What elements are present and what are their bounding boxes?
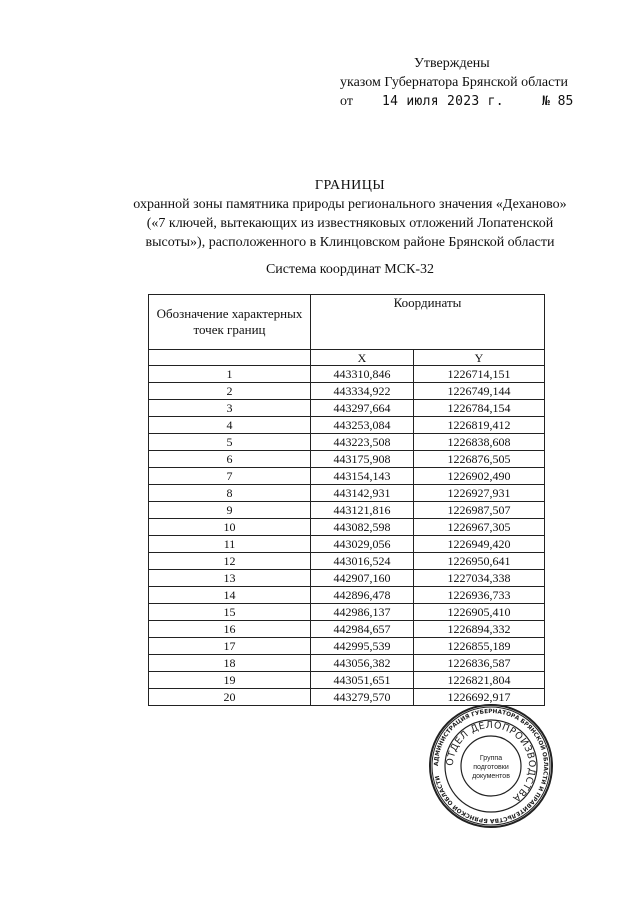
point-number: 9 — [149, 502, 311, 519]
approval-from-label: от — [340, 94, 353, 109]
title-line-3: высоты»), расположенного в Клинцовском районе Брянской области — [145, 235, 555, 250]
approval-block — [340, 54, 600, 111]
point-number: 13 — [149, 570, 311, 587]
point-number: 3 — [149, 400, 311, 417]
title-heading: ГРАНИЦЫ — [314, 178, 386, 193]
point-number: 10 — [149, 519, 311, 536]
table-row — [149, 417, 545, 434]
header-empty — [149, 350, 311, 366]
coord-y: 1226692,917 — [414, 689, 545, 706]
point-number: 15 — [149, 604, 311, 621]
coordinate-system: Система координат МСК-32 — [265, 262, 435, 277]
coord-x: 443029,056 — [311, 536, 414, 553]
point-number: 14 — [149, 587, 311, 604]
table-row — [149, 502, 545, 519]
coord-y: 1226905,410 — [414, 604, 545, 621]
approval-decree: указом Губернатора Брянской области — [340, 75, 568, 90]
table-row — [149, 400, 545, 417]
coord-x: 443142,931 — [311, 485, 414, 502]
svg-text:документов: документов — [472, 773, 510, 780]
coord-y: 1226838,608 — [414, 434, 545, 451]
table-row — [149, 451, 545, 468]
table-row — [149, 672, 545, 689]
coord-x: 443253,084 — [311, 417, 414, 434]
point-number: 2 — [149, 383, 311, 400]
point-number: 19 — [149, 672, 311, 689]
table-row — [149, 553, 545, 570]
coord-x: 443223,508 — [311, 434, 414, 451]
coord-y: 1227034,338 — [414, 570, 545, 587]
table-row — [149, 655, 545, 672]
coord-x: 442896,478 — [311, 587, 414, 604]
table-row — [149, 604, 545, 621]
title-line-2: («7 ключей, вытекающих из известняковых отложений Лопатенской — [146, 216, 554, 231]
coord-x: 442907,160 — [311, 570, 414, 587]
coord-y: 1226967,305 — [414, 519, 545, 536]
stamp-ring-outer: ОТДЕЛ ДЕЛОПРОИЗВОДСТВА — [444, 719, 538, 804]
coord-y: 1226876,505 — [414, 451, 545, 468]
coord-y: 1226714,151 — [414, 366, 545, 383]
coord-x: 442986,137 — [311, 604, 414, 621]
point-number: 7 — [149, 468, 311, 485]
approval-date: 14 июля 2023 г. — [382, 94, 504, 109]
stamp-ring-text: АДМИНИСТРАЦИЯ ГУБЕРНАТОРА БРЯНСКОЙ ОБЛАСТИ И ПРАВИТЕЛЬСТВА БРЯНСКОЙ ОБЛАСТИ — [433, 708, 549, 824]
table-row — [149, 434, 545, 451]
approval-date-line — [340, 92, 600, 111]
coord-y: 1226855,189 — [414, 638, 545, 655]
point-number: 5 — [149, 434, 311, 451]
header-coordinates: Координаты — [311, 295, 545, 350]
table-row — [149, 621, 545, 638]
coord-x: 443016,524 — [311, 553, 414, 570]
approval-number: № 85 — [542, 94, 574, 109]
title-line-1: охранной зоны памятника природы регионального значения «Деханово» — [133, 197, 567, 212]
svg-text:подготовки: подготовки — [473, 764, 509, 771]
coord-y: 1226987,507 — [414, 502, 545, 519]
header-x: X — [311, 350, 414, 366]
point-number: 6 — [149, 451, 311, 468]
point-number: 1 — [149, 366, 311, 383]
table-row — [149, 468, 545, 485]
coord-y: 1226950,641 — [414, 553, 545, 570]
coord-x: 443175,908 — [311, 451, 414, 468]
official-stamp — [428, 703, 554, 829]
coord-x: 443297,664 — [311, 400, 414, 417]
point-number: 20 — [149, 689, 311, 706]
table-body — [149, 366, 545, 706]
table-row — [149, 366, 545, 383]
coordinates-table — [148, 294, 545, 706]
header-point-designation: Обозначение характерных точек границ — [149, 295, 311, 350]
coord-y: 1226836,587 — [414, 655, 545, 672]
coord-y: 1226749,144 — [414, 383, 545, 400]
coord-x: 443154,143 — [311, 468, 414, 485]
table-row — [149, 485, 545, 502]
approval-title: Утверждены — [414, 56, 490, 71]
coord-x: 443334,922 — [311, 383, 414, 400]
coord-y: 1226819,412 — [414, 417, 545, 434]
coord-x: 442984,657 — [311, 621, 414, 638]
coord-x: 443056,382 — [311, 655, 414, 672]
coord-y: 1226949,420 — [414, 536, 545, 553]
table-row — [149, 536, 545, 553]
coord-y: 1226784,154 — [414, 400, 545, 417]
point-number: 8 — [149, 485, 311, 502]
coord-y: 1226902,490 — [414, 468, 545, 485]
svg-text:Группа: Группа — [479, 755, 503, 762]
header-y: Y — [414, 350, 545, 366]
coord-x: 443121,816 — [311, 502, 414, 519]
point-number: 12 — [149, 553, 311, 570]
table-row — [149, 519, 545, 536]
point-number: 17 — [149, 638, 311, 655]
document-title — [100, 176, 600, 252]
coord-x: 443082,598 — [311, 519, 414, 536]
coord-x: 443051,651 — [311, 672, 414, 689]
coord-x: 442995,539 — [311, 638, 414, 655]
coord-x: 443279,570 — [311, 689, 414, 706]
table-row — [149, 383, 545, 400]
table-row — [149, 587, 545, 604]
point-number: 11 — [149, 536, 311, 553]
coord-x: 443310,846 — [311, 366, 414, 383]
point-number: 16 — [149, 621, 311, 638]
coord-y: 1226821,804 — [414, 672, 545, 689]
coord-y: 1226936,733 — [414, 587, 545, 604]
coord-y: 1226894,332 — [414, 621, 545, 638]
point-number: 18 — [149, 655, 311, 672]
table-row — [149, 638, 545, 655]
point-number: 4 — [149, 417, 311, 434]
table-row — [149, 570, 545, 587]
coord-y: 1226927,931 — [414, 485, 545, 502]
